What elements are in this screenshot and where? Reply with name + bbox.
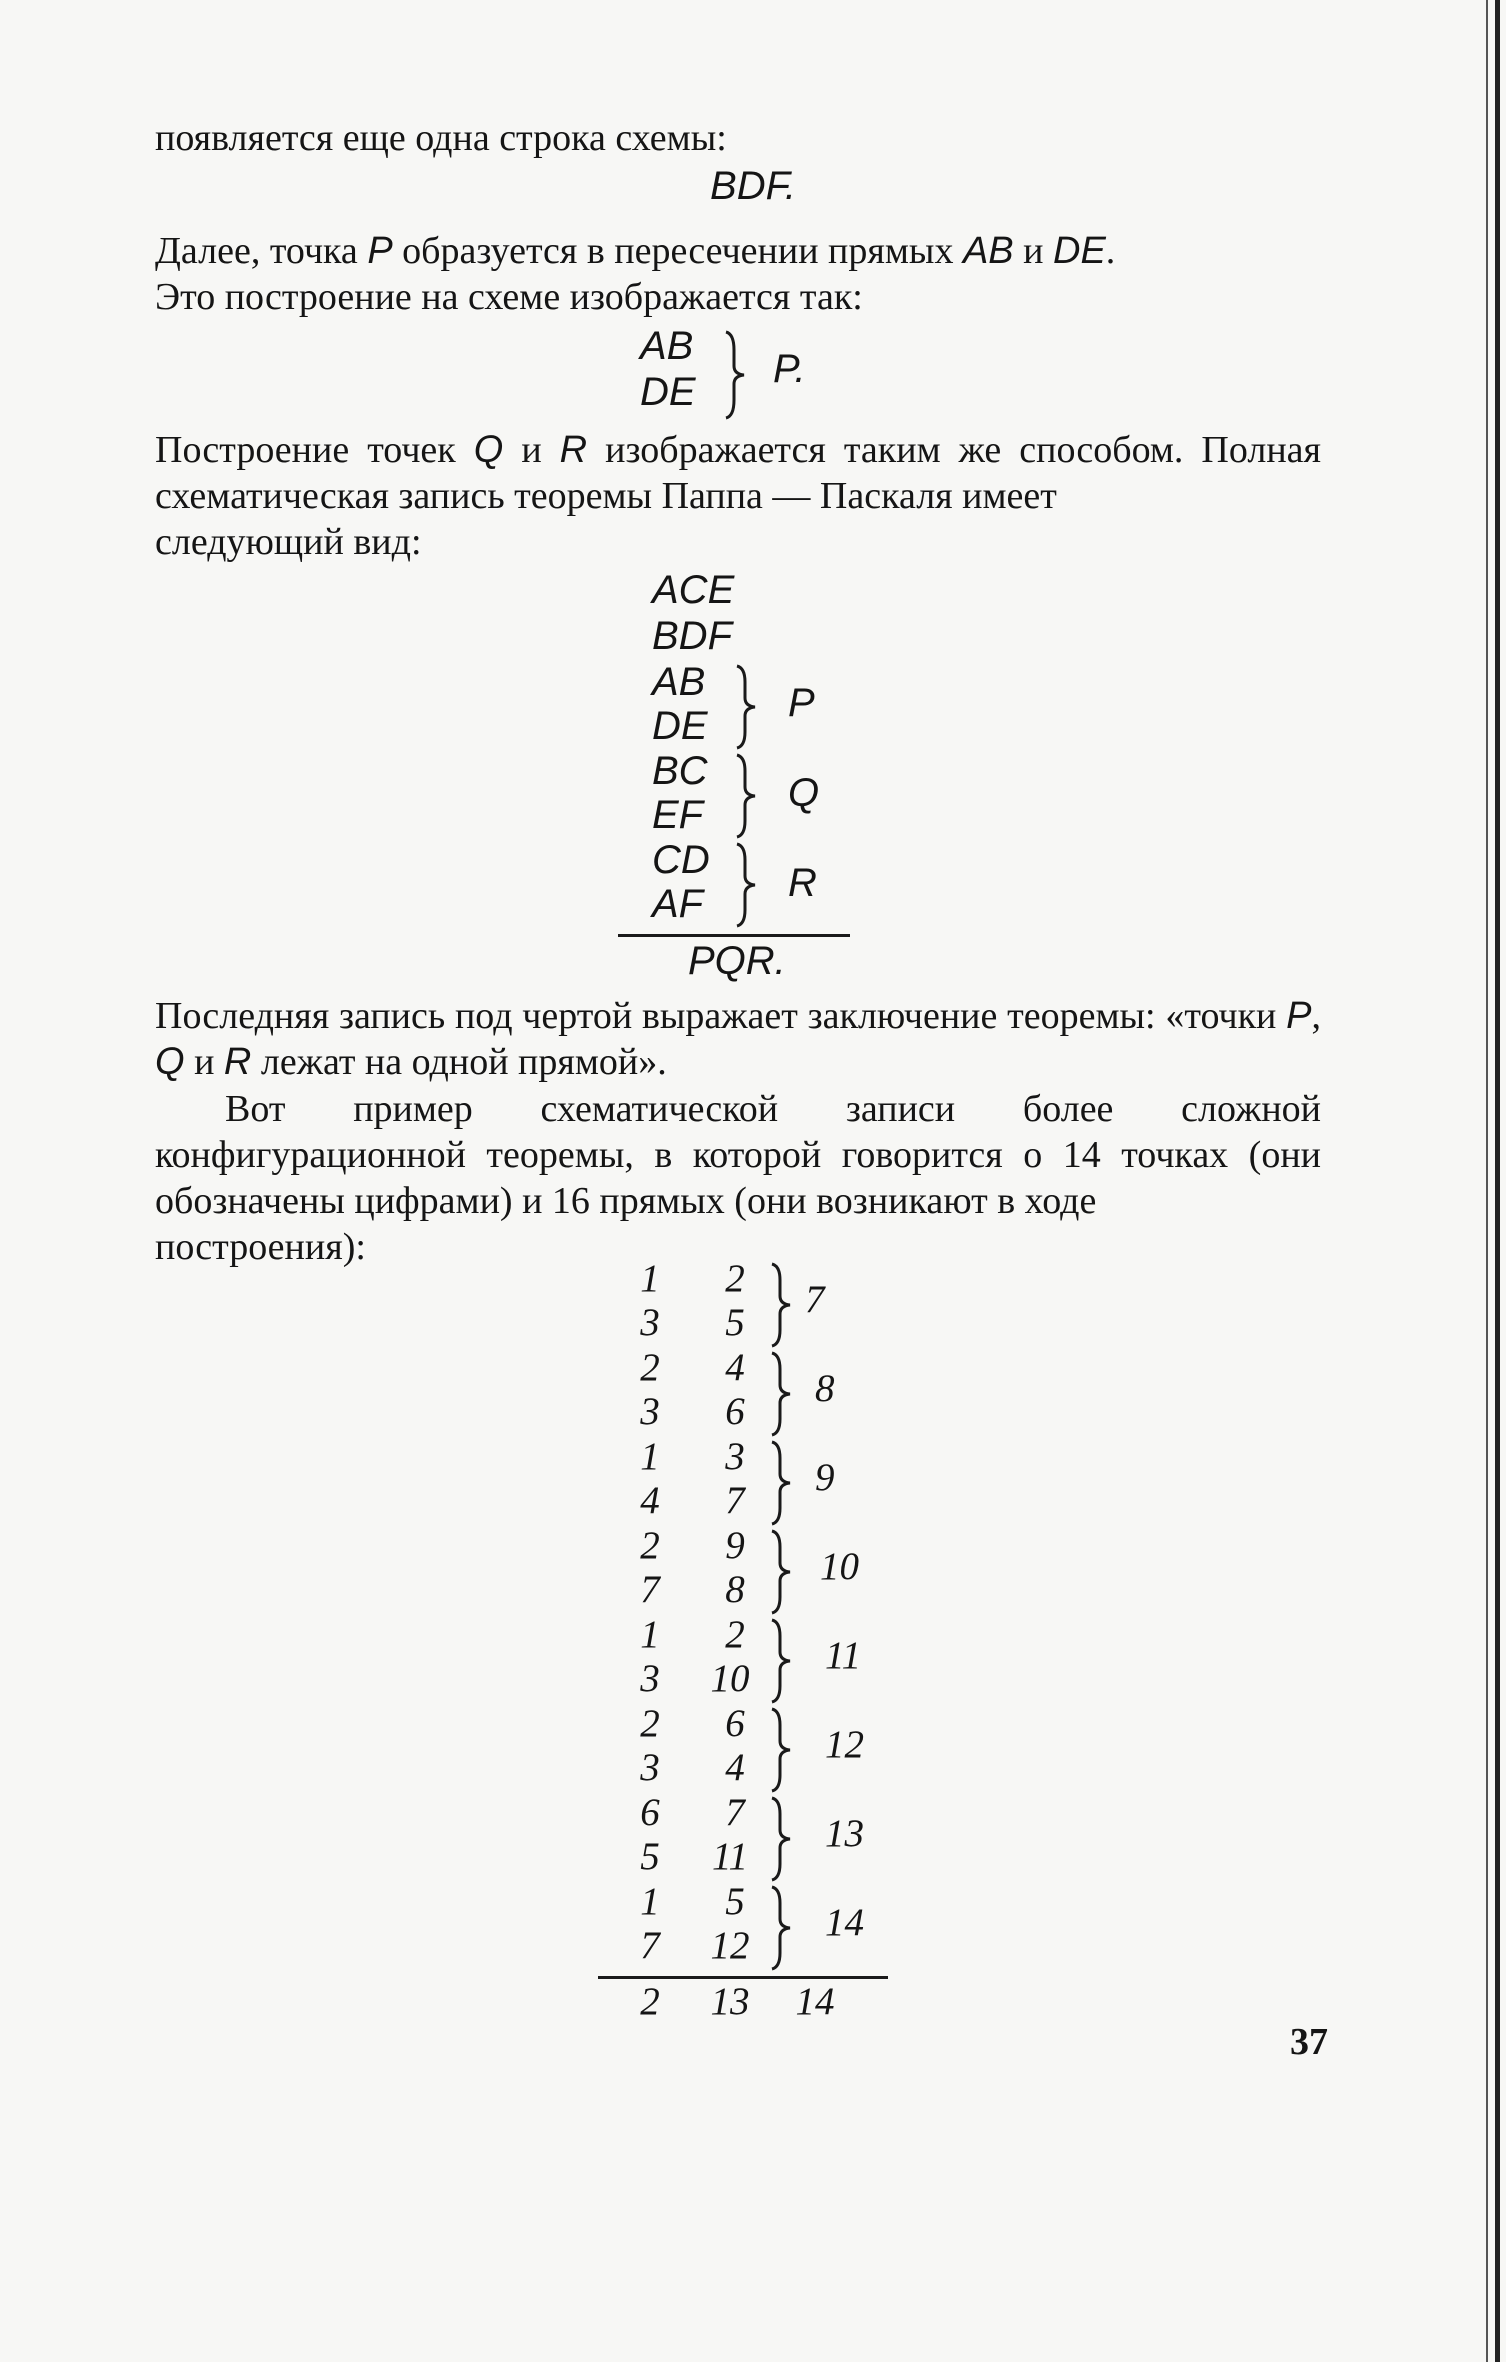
num-row-8-d: 12 [710, 1924, 750, 1967]
num-result-7: 13 [825, 1812, 864, 1855]
pappus-conclusion-rule [618, 934, 850, 937]
p2-line-ab: AB [962, 230, 1014, 272]
p3-point-r: R [559, 429, 588, 471]
num-row-8-a: 1 [640, 1880, 660, 1923]
paragraph-5 [155, 1086, 1321, 1270]
num-result-6: 12 [825, 1723, 864, 1766]
num-conclusion-3: 14 [795, 1980, 835, 2023]
num-row-1-d: 5 [725, 1301, 745, 1344]
p4-point-p: P [1286, 995, 1312, 1037]
num-conclusion-2: 13 [710, 1980, 750, 2023]
num-row-3-b: 3 [725, 1435, 745, 1478]
num-row-1-a: 1 [640, 1257, 660, 1300]
num-row-3-d: 7 [725, 1479, 745, 1522]
pappus-line-2: BDF [652, 614, 732, 658]
pappus-brace-1 [733, 664, 769, 750]
page-edge [1495, 0, 1500, 2362]
small-scheme-bottom: DE [640, 370, 696, 414]
page-number: 37 [1290, 2021, 1328, 2063]
num-result-1: 7 [805, 1278, 825, 1321]
num-row-2-d: 6 [725, 1390, 745, 1433]
num-row-4-d: 8 [725, 1568, 745, 1611]
p4-point-q: Q [155, 1041, 185, 1083]
pappus-pair-3-top: CD [652, 838, 710, 882]
num-brace-1 [768, 1262, 804, 1348]
num-row-4-a: 2 [640, 1524, 660, 1567]
num-result-5: 11 [825, 1634, 862, 1677]
num-row-6-a: 2 [640, 1702, 660, 1745]
num-brace-2 [768, 1351, 804, 1437]
p4-point-r: R [223, 1041, 252, 1083]
pappus-pair-1-top: AB [652, 660, 706, 704]
num-row-7-d: 11 [711, 1835, 749, 1878]
num-brace-7 [768, 1796, 804, 1882]
num-result-4: 10 [820, 1545, 859, 1588]
pappus-result-r: R [788, 861, 817, 905]
num-row-1-b: 2 [725, 1257, 745, 1300]
num-brace-4 [768, 1529, 804, 1615]
p2-text-1: Далее, точка [155, 230, 368, 272]
paragraph-1 [155, 115, 1321, 161]
p4-sep-2: и [184, 1041, 224, 1083]
pappus-brace-2 [733, 753, 769, 839]
num-row-5-b: 2 [725, 1613, 745, 1656]
p2-text-2: образуется в пересечении прямых [392, 230, 963, 272]
pappus-pair-1-bottom: DE [652, 704, 708, 748]
numeric-conclusion-rule [598, 1976, 888, 1979]
num-row-8-c: 7 [640, 1924, 660, 1967]
num-row-1-c: 3 [640, 1301, 660, 1344]
num-row-6-b: 6 [725, 1702, 745, 1745]
scheme-line-bdf: BDF. [710, 164, 796, 208]
num-row-2-b: 4 [725, 1346, 745, 1389]
p5-last-line: построения): [155, 1226, 366, 1268]
num-row-7-b: 7 [725, 1791, 745, 1834]
pappus-line-1: ACE [652, 568, 735, 612]
paragraph-4 [155, 993, 1321, 1085]
num-conclusion-1: 2 [640, 1980, 660, 2023]
num-row-5-a: 1 [640, 1613, 660, 1656]
p5-text: Вот пример схематической записи более сложной конфигурационной теоремы, в которой говорится о 14 точках (они обозначены цифрами) и 16 прямых (они возникают в ходе [155, 1088, 1321, 1222]
small-scheme-brace [722, 330, 758, 420]
p4-text-2: лежат на одной прямой». [251, 1041, 667, 1083]
num-brace-8 [768, 1885, 804, 1971]
num-row-7-c: 5 [640, 1835, 660, 1878]
num-row-5-d: 10 [710, 1657, 750, 1700]
p4-sep-1: , [1311, 995, 1321, 1037]
p2-text-3: и [1013, 230, 1053, 272]
pappus-result-p: P [788, 681, 815, 725]
p3-point-q: Q [473, 429, 504, 471]
num-row-3-c: 4 [640, 1479, 660, 1522]
num-row-3-a: 1 [640, 1435, 660, 1478]
p2-text-4: . [1105, 230, 1116, 272]
num-row-2-c: 3 [640, 1390, 660, 1433]
p4-text-1: Последняя запись под чертой выражает заключение теоремы: «точки [155, 995, 1287, 1037]
num-row-8-b: 5 [725, 1880, 745, 1923]
paragraph-2 [155, 228, 1321, 320]
num-brace-3 [768, 1440, 804, 1526]
small-scheme-top: AB [640, 324, 694, 368]
pappus-pair-3-bottom: AF [652, 882, 704, 926]
p3-text-3: изображается таким же способом. Полная схематическая запись теоремы Паппа — Паскаля имеет [155, 429, 1322, 517]
p2-point-p: P [367, 230, 393, 272]
num-brace-5 [768, 1618, 804, 1704]
page-edge-shadow [1486, 0, 1488, 2362]
p3-text-2: и [503, 429, 560, 471]
num-row-2-a: 2 [640, 1346, 660, 1389]
num-row-6-c: 3 [640, 1746, 660, 1789]
paragraph-3 [155, 427, 1321, 565]
pappus-brace-3 [733, 842, 769, 928]
num-result-3: 9 [815, 1456, 835, 1499]
paragraph-1-text: появляется еще одна строка схемы: [155, 117, 727, 159]
pappus-result-q: Q [788, 771, 820, 815]
num-row-7-a: 6 [640, 1791, 660, 1834]
pappus-conclusion: PQR. [688, 939, 786, 983]
pappus-pair-2-top: BC [652, 749, 708, 793]
num-result-2: 8 [815, 1367, 835, 1410]
p2-line-2: Это построение на схеме изображается так: [155, 276, 863, 318]
p3-last-line: следующий вид: [155, 521, 422, 563]
num-row-4-c: 7 [640, 1568, 660, 1611]
num-row-6-d: 4 [725, 1746, 745, 1789]
p2-line-de: DE [1053, 230, 1106, 272]
small-scheme-result: P. [773, 347, 806, 391]
num-brace-6 [768, 1707, 804, 1793]
num-result-8: 14 [825, 1901, 864, 1944]
num-row-5-c: 3 [640, 1657, 660, 1700]
p3-text-1: Построение точек [155, 429, 474, 471]
pappus-pair-2-bottom: EF [652, 793, 704, 837]
num-row-4-b: 9 [725, 1524, 745, 1567]
